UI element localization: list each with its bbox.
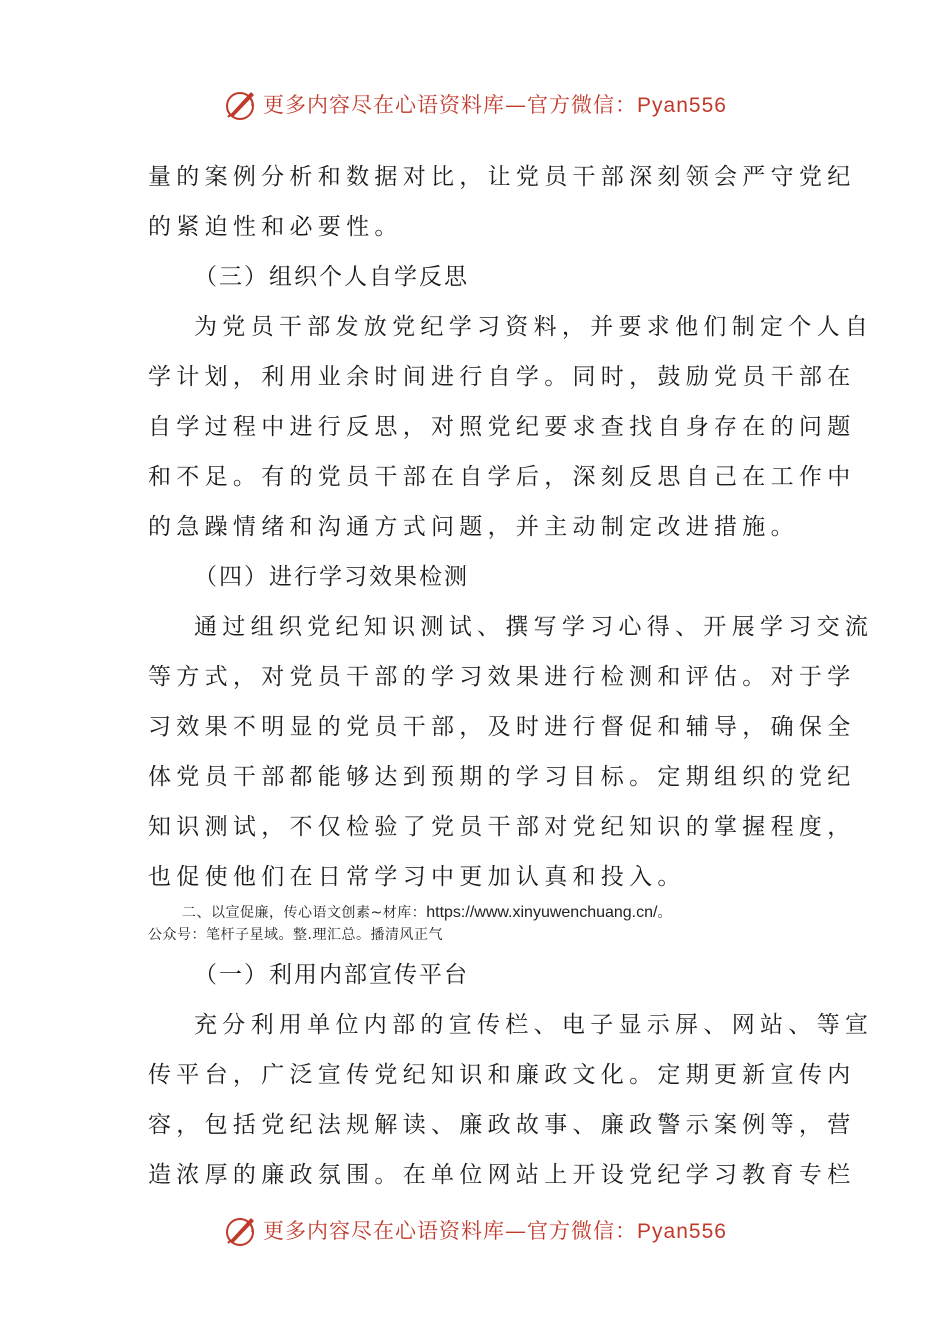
paragraph-line: 学计划，利用业余时间进行自学。同时，鼓励党员干部在 [148, 364, 856, 390]
section-heading: （三）组织个人自学反思 [194, 264, 469, 290]
paragraph-line: 造浓厚的廉政氛围。在单位网站上开设党纪学习教育专栏 [148, 1162, 856, 1188]
banner-wechat-label: 官方微信： [527, 1219, 638, 1243]
banner-dash: — [505, 1219, 528, 1243]
paragraph-line: 也促使他们在日常学习中更加认真和投入。 [148, 864, 686, 890]
source-note [148, 902, 810, 924]
footer-banner-text [263, 1215, 727, 1245]
source-note-prefix: 二、以宣促廉，传心语文创素~材库： [182, 905, 427, 921]
paragraph-line: 量的案例分析和数据对比，让党员干部深刻领会严守党纪 [148, 164, 856, 190]
banner-wechat-id: Pyan556 [637, 94, 727, 117]
paragraph-line: 的紧迫性和必要性。 [148, 214, 403, 240]
banner-brand: 更多内容尽在心语资料库 [263, 93, 506, 117]
paragraph-line: 和不足。有的党员干部在自学后，深刻反思自己在工作中 [148, 464, 856, 490]
header-banner-text [263, 89, 727, 119]
footer-banner [0, 1210, 950, 1250]
banner-brand: 更多内容尽在心语资料库 [263, 1219, 506, 1243]
paragraph-line: 体党员干部都能够达到预期的学习目标。定期组织的党纪 [148, 764, 856, 790]
paragraph-line: 传平台，广泛宣传党纪知识和廉政文化。定期更新宣传内 [148, 1062, 856, 1088]
section-heading: （四）进行学习效果检测 [194, 564, 469, 590]
paragraph-line: 习效果不明显的党员干部，及时进行督促和辅导，确保全 [148, 714, 856, 740]
source-url-link[interactable]: https://www.xinyuwenchuang.cn/ [426, 904, 658, 921]
paragraph-line: 的急躁情绪和沟通方式问题，并主动制定改进措施。 [148, 514, 799, 540]
source-note-line2: 公众号：笔杆子星域。整.理汇总。播清风正气 [148, 927, 443, 943]
quill-pen-icon [223, 86, 259, 122]
quill-pen-icon [223, 1212, 259, 1248]
paragraph-line: 容，包括党纪法规解读、廉政故事、廉政警示案例等，营 [148, 1112, 856, 1138]
header-banner [0, 84, 950, 124]
section-heading: （一）利用内部宣传平台 [194, 962, 469, 988]
banner-wechat-id: Pyan556 [637, 1220, 727, 1243]
paragraph-line: 知识测试，不仅检验了党员干部对党纪知识的掌握程度， [148, 814, 856, 840]
banner-wechat-label: 官方微信： [527, 93, 638, 117]
paragraph-line: 为党员干部发放党纪学习资料，并要求他们制定个人自 [194, 314, 874, 340]
paragraph-line: 等方式，对党员干部的学习效果进行检测和评估。对于学 [148, 664, 856, 690]
body-text [148, 152, 874, 1200]
banner-dash: — [505, 93, 528, 117]
source-note-suffix: 。 [657, 905, 672, 921]
paragraph-line: 自学过程中进行反思，对照党纪要求查找自身存在的问题 [148, 414, 856, 440]
paragraph-line: 通过组织党纪知识测试、撰写学习心得、开展学习交流 [194, 614, 874, 640]
paragraph-line: 充分利用单位内部的宣传栏、电子显示屏、网站、等宣 [194, 1012, 874, 1038]
